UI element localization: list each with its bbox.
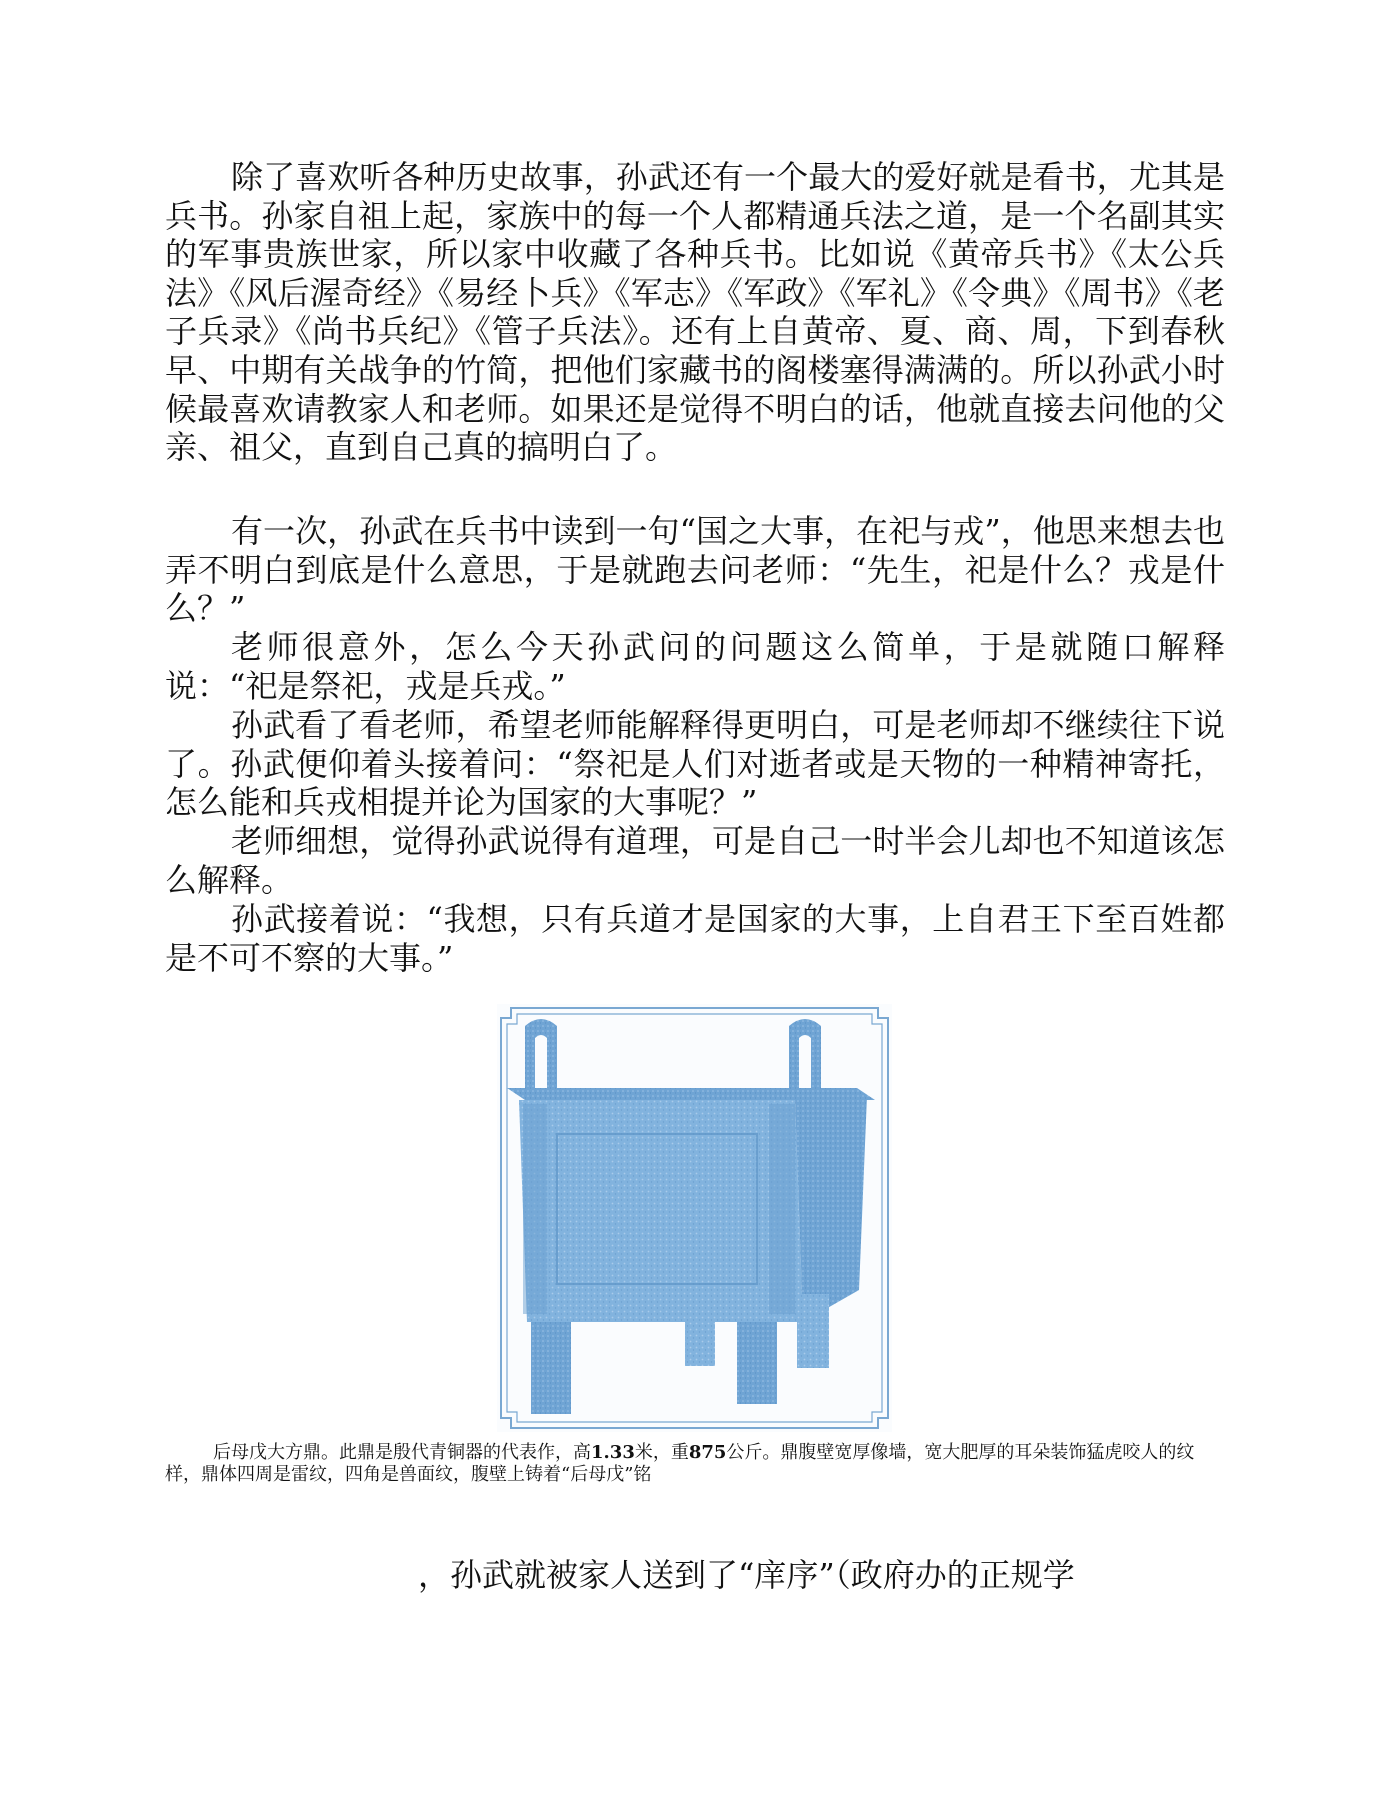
paragraph-2: 有一次，孙武在兵书中读到一句“国之大事，在祀与戎”，他思来想去也弄不明白到底是什么意思，于是就跑去问老师：“先生，祀是什么？戎是什么？” (165, 512, 1225, 628)
figure-caption (165, 1442, 1230, 1486)
paragraph-3: 老师很意外，怎么今天孙武问的问题这么简单，于是就随口解释说：“祀是祭祀，戎是兵戎。” (165, 628, 1225, 705)
continuation-text: ，孙武就被家人送到了“庠序”（政府办的正规学 (418, 1556, 1075, 1594)
caption-height-value: 1.33 (591, 1442, 635, 1463)
paragraph-1: 除了喜欢听各种历史故事，孙武还有一个最大的爱好就是看书，尤其是兵书。孙家自祖上起，家族中的每一个人都精通兵法之道，是一个名副其实的军事贵族世家，所以家中收藏了各种兵书。比如说《黄帝兵书》《太公兵法》《风后渥奇经》《易经卜兵》《军志》《军政》《军礼》《令典》《周书》《老子兵录》《尚书兵纪》《管子兵法》。还有上自黄帝、夏、商、周，下到春秋早、中期有关战争的竹简，把他们家藏书的阁楼塞得满满的。所以孙武小时候最喜欢请教家人和老师。如果还是觉得不明白的话，他就直接去问他的父亲、祖父，直到自己真的搞明白了。 (165, 158, 1225, 467)
caption-text-1: 后母戊大方鼎。此鼎是殷代青铜器的代表作，高 (213, 1442, 591, 1463)
ding-vessel-illustration (497, 1004, 892, 1432)
caption-weight-value: 875 (688, 1442, 727, 1463)
paragraph-4: 孙武看了看老师，希望老师能解释得更明白，可是老师却不继续往下说了。孙武便仰着头接着问：“祭祀是人们对逝者或是天物的一种精神寄托，怎么能和兵戎相提并论为国家的大事呢？” (165, 706, 1225, 822)
vessel-handles (525, 1019, 821, 1094)
ding-vessel-figure (497, 1004, 892, 1432)
caption-text-3: 公斤。鼎腹壁宽厚像墙，宽大肥厚的耳朵装饰猛虎咬人的纹样，鼎体四周是雷纹，四角是兽面纹，腹壁上铸着“后母戊”铭 (165, 1442, 1195, 1485)
vessel-rim (507, 1088, 875, 1100)
vessel-body (519, 1096, 867, 1322)
paragraph-6: 孙武接着说：“我想，只有兵道才是国家的大事，上自君王下至百姓都是不可不察的大事。” (165, 900, 1225, 977)
caption-text-2: 米，重 (634, 1442, 689, 1463)
paragraph-5: 老师细想，觉得孙武说得有道理，可是自己一时半会儿却也不知道该怎么解释。 (165, 822, 1225, 899)
